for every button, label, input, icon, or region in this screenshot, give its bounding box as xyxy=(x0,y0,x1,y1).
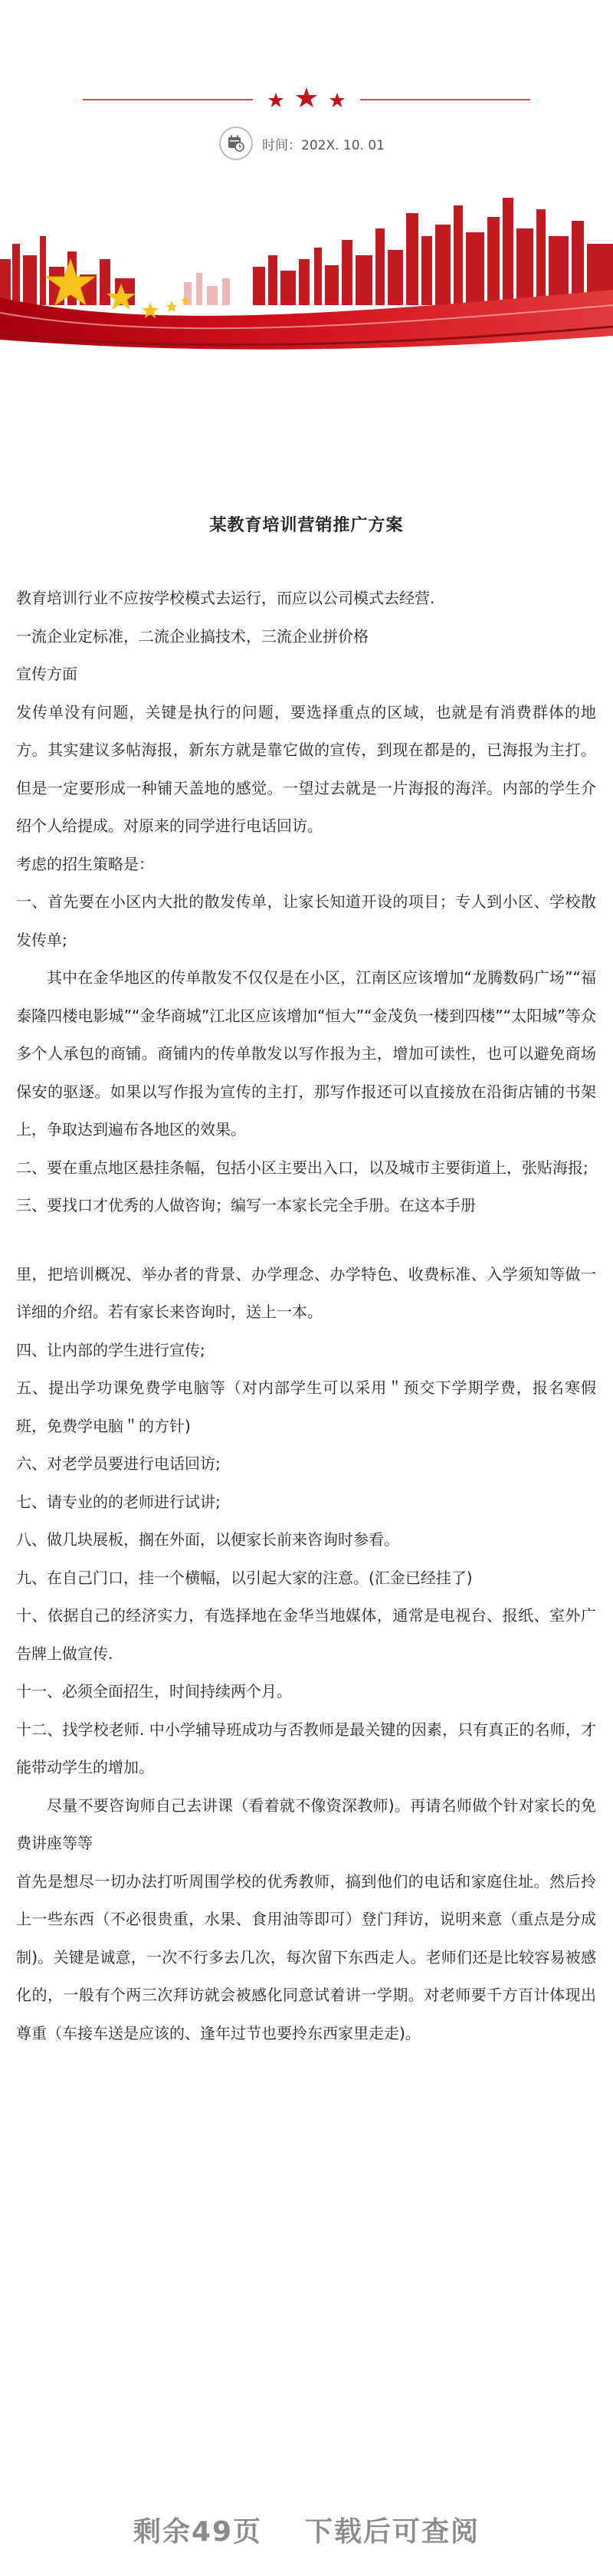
download-to-view-label: 下载后可查阅 xyxy=(305,2516,480,2548)
paragraph: 七、请专业的的老师进行试讲; xyxy=(16,1492,221,1511)
star-icon xyxy=(296,87,317,107)
document-body xyxy=(16,580,596,2052)
paragraph: 发传单没有问题，关键是执行的问题，要选择重点的区域，也就是有消费群体的地方。其实建议多帖海报，新东方就是靠它做的宣传，到现在都是的，已海报为主打。但是一定要形成一种铺天盖地的感觉。一望过去就是一片海报的海洋。内部的学生介绍个人给提成。对原来的同学进行电话回访。 xyxy=(16,702,596,835)
star-icon xyxy=(166,301,178,312)
header-decoration xyxy=(0,77,613,123)
star-icon xyxy=(268,93,284,107)
publish-time: 时间：202X. 10. 01 xyxy=(262,138,385,153)
paragraph: 九、在自己门口，挂一个横幅，以引起大家的注意。(汇金已经挂了) xyxy=(16,1568,473,1587)
paragraph: 一流企业定标准，二流企业搞技术，三流企业拼价格 xyxy=(16,626,369,646)
remaining-pages-label: 剩余49页 xyxy=(133,2516,263,2548)
paragraph: 尽量不要咨询师自己去讲课（看着就不像资深教师)。再请名师做个针对家长的免费讲座等等 xyxy=(16,1796,596,1852)
download-footer xyxy=(0,2492,613,2576)
document-title: 某教育培训营销推广方案 xyxy=(209,516,404,535)
paragraph: 首先是想尽一切办法打听周围学校的优秀教师，搞到他们的电话和家庭住址。然后拎上一些东西（不必很贵重，水果、食用油等即可）登门拜访，说明来意（重点是分成制)。关键是诚意，一次不行多去几次，每次留下东西走人。老师们还是比较容易被感化的，一般有个两三次拜访就会被感化同意试着讲一学期。对老师要千方百计体现出尊重（车接车送是应该的、逢年过节也要拎东西家里走走)。 xyxy=(16,1871,596,2042)
paragraph: 一、首先要在小区内大批的散发传单，让家长知道开设的项目；专人到小区、学校散发传单; xyxy=(16,892,596,949)
paragraph: 教育培训行业不应按学校模式去运行，而应以公司模式去经营. xyxy=(16,589,435,607)
paragraph: 十二、找学校老师. 中小学辅导班成功与否教师是最关键的因素，只有真正的名师，才能带动学生的增加。 xyxy=(16,1720,596,1776)
paragraph: 五、提出学功课免费学电脑等（对内部学生可以采用＂预交下学期学费，报名寒假班，免费学电脑＂的方针) xyxy=(16,1378,596,1435)
paragraph: 八、做几块展板，搁在外面，以便家长前来咨询时参看。 xyxy=(16,1530,399,1549)
paragraph: 其中在金华地区的传单散发不仅仅是在小区，江南区应该增加“龙腾数码广场”“福泰隆四楼电影城”“金华商城”江北区应该增加“恒大”“金茂负一楼到四楼”“太阳城”等众多个人承包的商铺。商铺内的传单散发以写作报为主，增加可读性，也可以避免商场保安的驱逐。如果以写作报为宣传的主打，那写作报还可以直接放在沿街店铺的书架上，争取达到遍布各地区的效果。 xyxy=(16,968,596,1138)
city-skyline xyxy=(0,198,613,305)
paragraph: 三、要找口才优秀的人做咨询；编写一本家长完全手册。在这本手册 xyxy=(16,1196,476,1214)
paragraph: 十一、必须全面招生，时间持续两个月。 xyxy=(16,1682,292,1700)
calendar-clock-icon xyxy=(219,127,253,160)
header-banner xyxy=(0,182,613,351)
section-heading: 宣传方面 xyxy=(16,665,77,683)
paragraph: 十、依据自己的经济实力，有选择地在金华当地媒体，通常是电视台、报纸、室外广告牌上做宣传. xyxy=(16,1606,596,1663)
paragraph: 考虑的招生策略是： xyxy=(16,854,154,873)
download-prompt[interactable] xyxy=(0,2510,613,2549)
paragraph: 四、让内部的学生进行宣传; xyxy=(16,1340,205,1359)
paragraph: 六、对老学员要进行电话回访; xyxy=(16,1454,221,1473)
paragraph: 里，把培训概况、举办者的背景、办学理念、办学特色、收费标准、入学须知等做一详细的介绍。若有家长来咨询时，送上一本。 xyxy=(16,1264,596,1321)
time-row xyxy=(0,127,613,160)
star-icon xyxy=(329,93,345,107)
paragraph: 二、要在重点地区悬挂条幅，包括小区主要出入口，以及城市主要街道上，张贴海报; xyxy=(16,1158,588,1177)
